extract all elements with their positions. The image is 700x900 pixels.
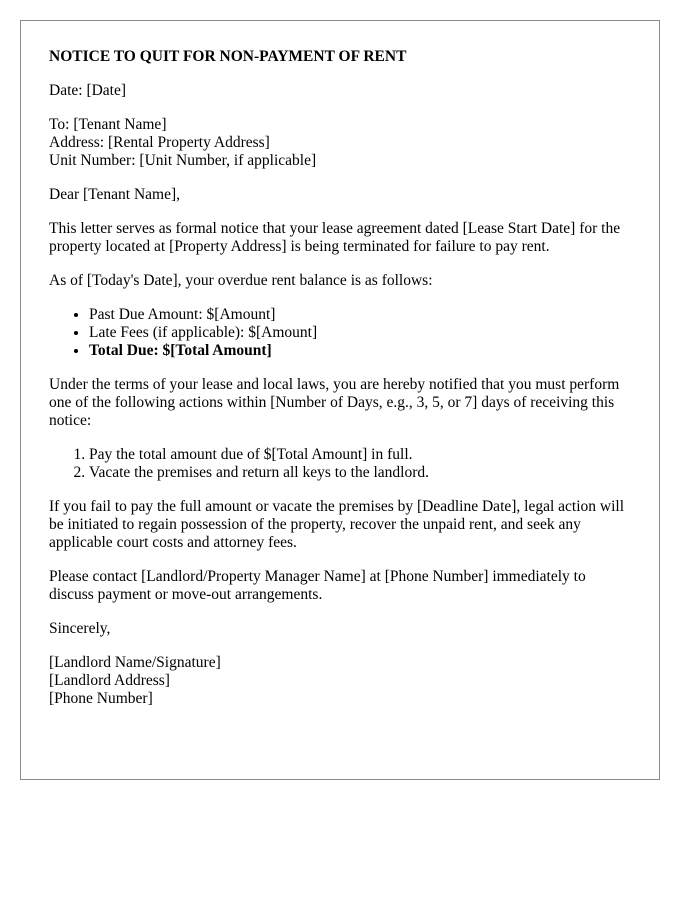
- actions-list: [49, 446, 631, 482]
- balance-intro: As of [Today's Date], your overdue rent balance is as follows:: [49, 272, 433, 289]
- signature-phone: [Phone Number]: [49, 690, 153, 707]
- signature-block: [49, 654, 631, 708]
- signature-address: [Landlord Address]: [49, 672, 170, 689]
- contact-paragraph: Please contact [Landlord/Property Manager Name] at [Phone Number] immediately to discuss payment or move-out arrangements.: [49, 568, 586, 603]
- balance-list: [49, 306, 631, 360]
- balance-item-total-due: • Total Due: $[Total Amount]: [89, 342, 631, 360]
- notice-title: NOTICE TO QUIT FOR NON-PAYMENT OF RENT: [49, 48, 407, 65]
- action-item-pay: 1. Pay the total amount due of $[Total Amount] in full.: [89, 446, 631, 464]
- consequence-paragraph: If you fail to pay the full amount or vacate the premises by [Deadline Date], legal action will be initiated to regain possession of the property, recover the unpaid rent, and seek any applicable court costs and attorney fees.: [49, 498, 625, 551]
- date-line: Date: [Date]: [49, 82, 127, 99]
- balance-item-late-fees: • Late Fees (if applicable): $[Amount]: [89, 324, 631, 342]
- salutation: Dear [Tenant Name],: [49, 186, 181, 203]
- terms-paragraph: Under the terms of your lease and local laws, you are hereby notified that you must perform one of the following actions within [Number of Days, e.g., 3, 5, or 7] days of receiving this notice:: [49, 376, 620, 429]
- recipient-address: Address: [Rental Property Address]: [49, 134, 270, 151]
- signature-name: [Landlord Name/Signature]: [49, 654, 221, 671]
- balance-item-past-due: • Past Due Amount: $[Amount]: [89, 306, 631, 324]
- recipient-name: To: [Tenant Name]: [49, 116, 167, 133]
- intro-paragraph: This letter serves as formal notice that your lease agreement dated [Lease Start Date] for the property located at [Property Address] is being terminated for failure to pay rent.: [49, 220, 621, 255]
- closing: Sincerely,: [49, 620, 111, 637]
- action-item-vacate: 2. Vacate the premises and return all keys to the landlord.: [89, 464, 631, 482]
- recipient-unit: Unit Number: [Unit Number, if applicable]: [49, 152, 317, 169]
- recipient-block: [49, 116, 631, 170]
- letter-page: [20, 20, 660, 780]
